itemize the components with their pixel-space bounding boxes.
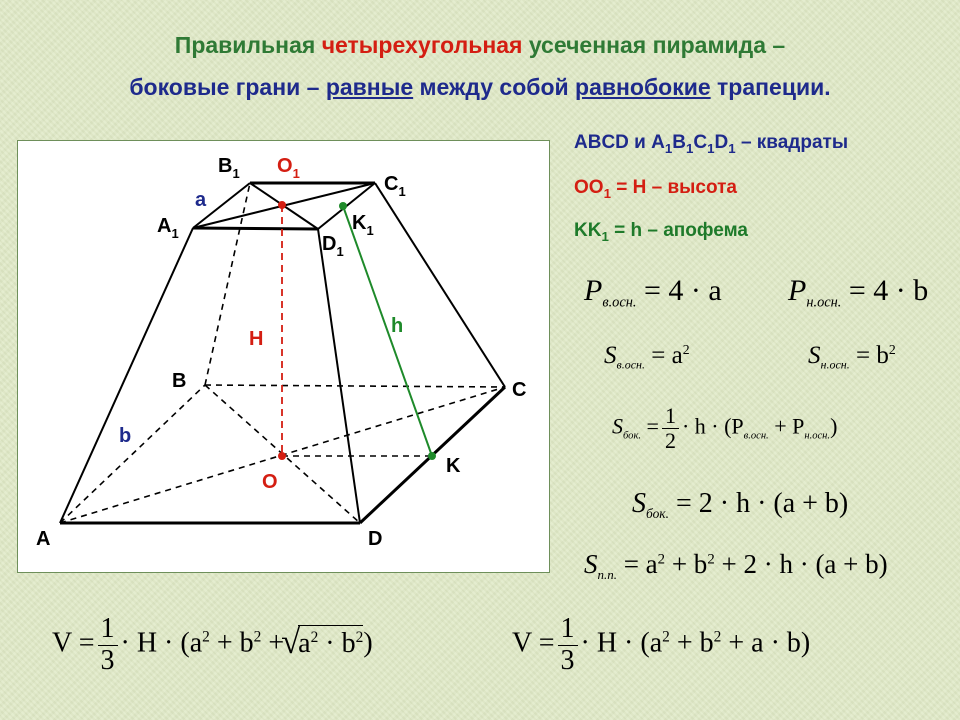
formula-total-area: $S_{п.п.} = a^2 + b^2 + 2 \cdot h \cdot (a + b)$ [584,549,888,582]
note-height: $OO_1 = H$ – высота [574,177,737,201]
label-c-vertex: C [512,379,527,401]
formula-volume-1: V = $\frac{1}{3}$ · $H \cdot (a^2 + b^2$ +√ $a^2 \cdot b^2$) [52,614,373,677]
formula-area-top: $S_{в.осн.} = a^2$ [604,342,690,372]
point-k [428,452,436,460]
label-d-vertex: D [368,528,383,550]
formula-area-bottom: $S_{н.осн.} = b^2$ [808,342,896,372]
label-a1: $A_1$ [157,215,179,241]
formula-lateral-area-1: $S_{бок.}$ = $\frac{1}{2}$ · $h \cdot (P_{в.осн.} + P_{н.осн.})$ [612,403,838,454]
note-bases-squares: ABCD и $A_1B_1C_1D_1$ – квадраты [574,132,849,156]
formula-lateral-area-2: $S_{бок.} = 2 \cdot h \cdot (a + b)$ [632,488,849,522]
formula-volume-2: V = $\frac{1}{3}$ · $H \cdot (a^2 + b^2 + a \cdot b)$ [512,613,811,676]
formula-perimeter-bottom: $P_{н.осн.} = 4 \cdot b$ [788,274,929,311]
label-side-b: b [119,425,132,447]
label-d1: $D_1$ [322,233,344,259]
label-height-h: H [249,328,264,350]
title-line-1: Правильная четырехугольная усеченная пирамида – [174,32,786,58]
label-k1: $K_1$ [352,212,374,238]
label-o1: $O_1$ [277,155,300,181]
label-o: O [262,471,278,493]
point-o1 [278,201,286,209]
label-k: K [446,455,461,477]
formula-perimeter-top: $P_{в.осн.} = 4 \cdot a$ [584,274,722,311]
label-b-vertex: B [172,370,187,392]
apothem-line [343,206,432,456]
label-c1: $C_1$ [384,173,406,199]
point-k1 [339,202,347,210]
label-apothem-h: h [391,315,404,337]
label-b1: $B_1$ [218,155,240,181]
point-o [278,452,286,460]
title-line-2: боковые грани – равные между собой равнобокие трапеции. [129,74,831,100]
note-apothem: $KK_1 = h$ – апофема [574,220,748,244]
label-a-vertex: A [36,528,51,550]
label-side-a: a [195,189,207,211]
